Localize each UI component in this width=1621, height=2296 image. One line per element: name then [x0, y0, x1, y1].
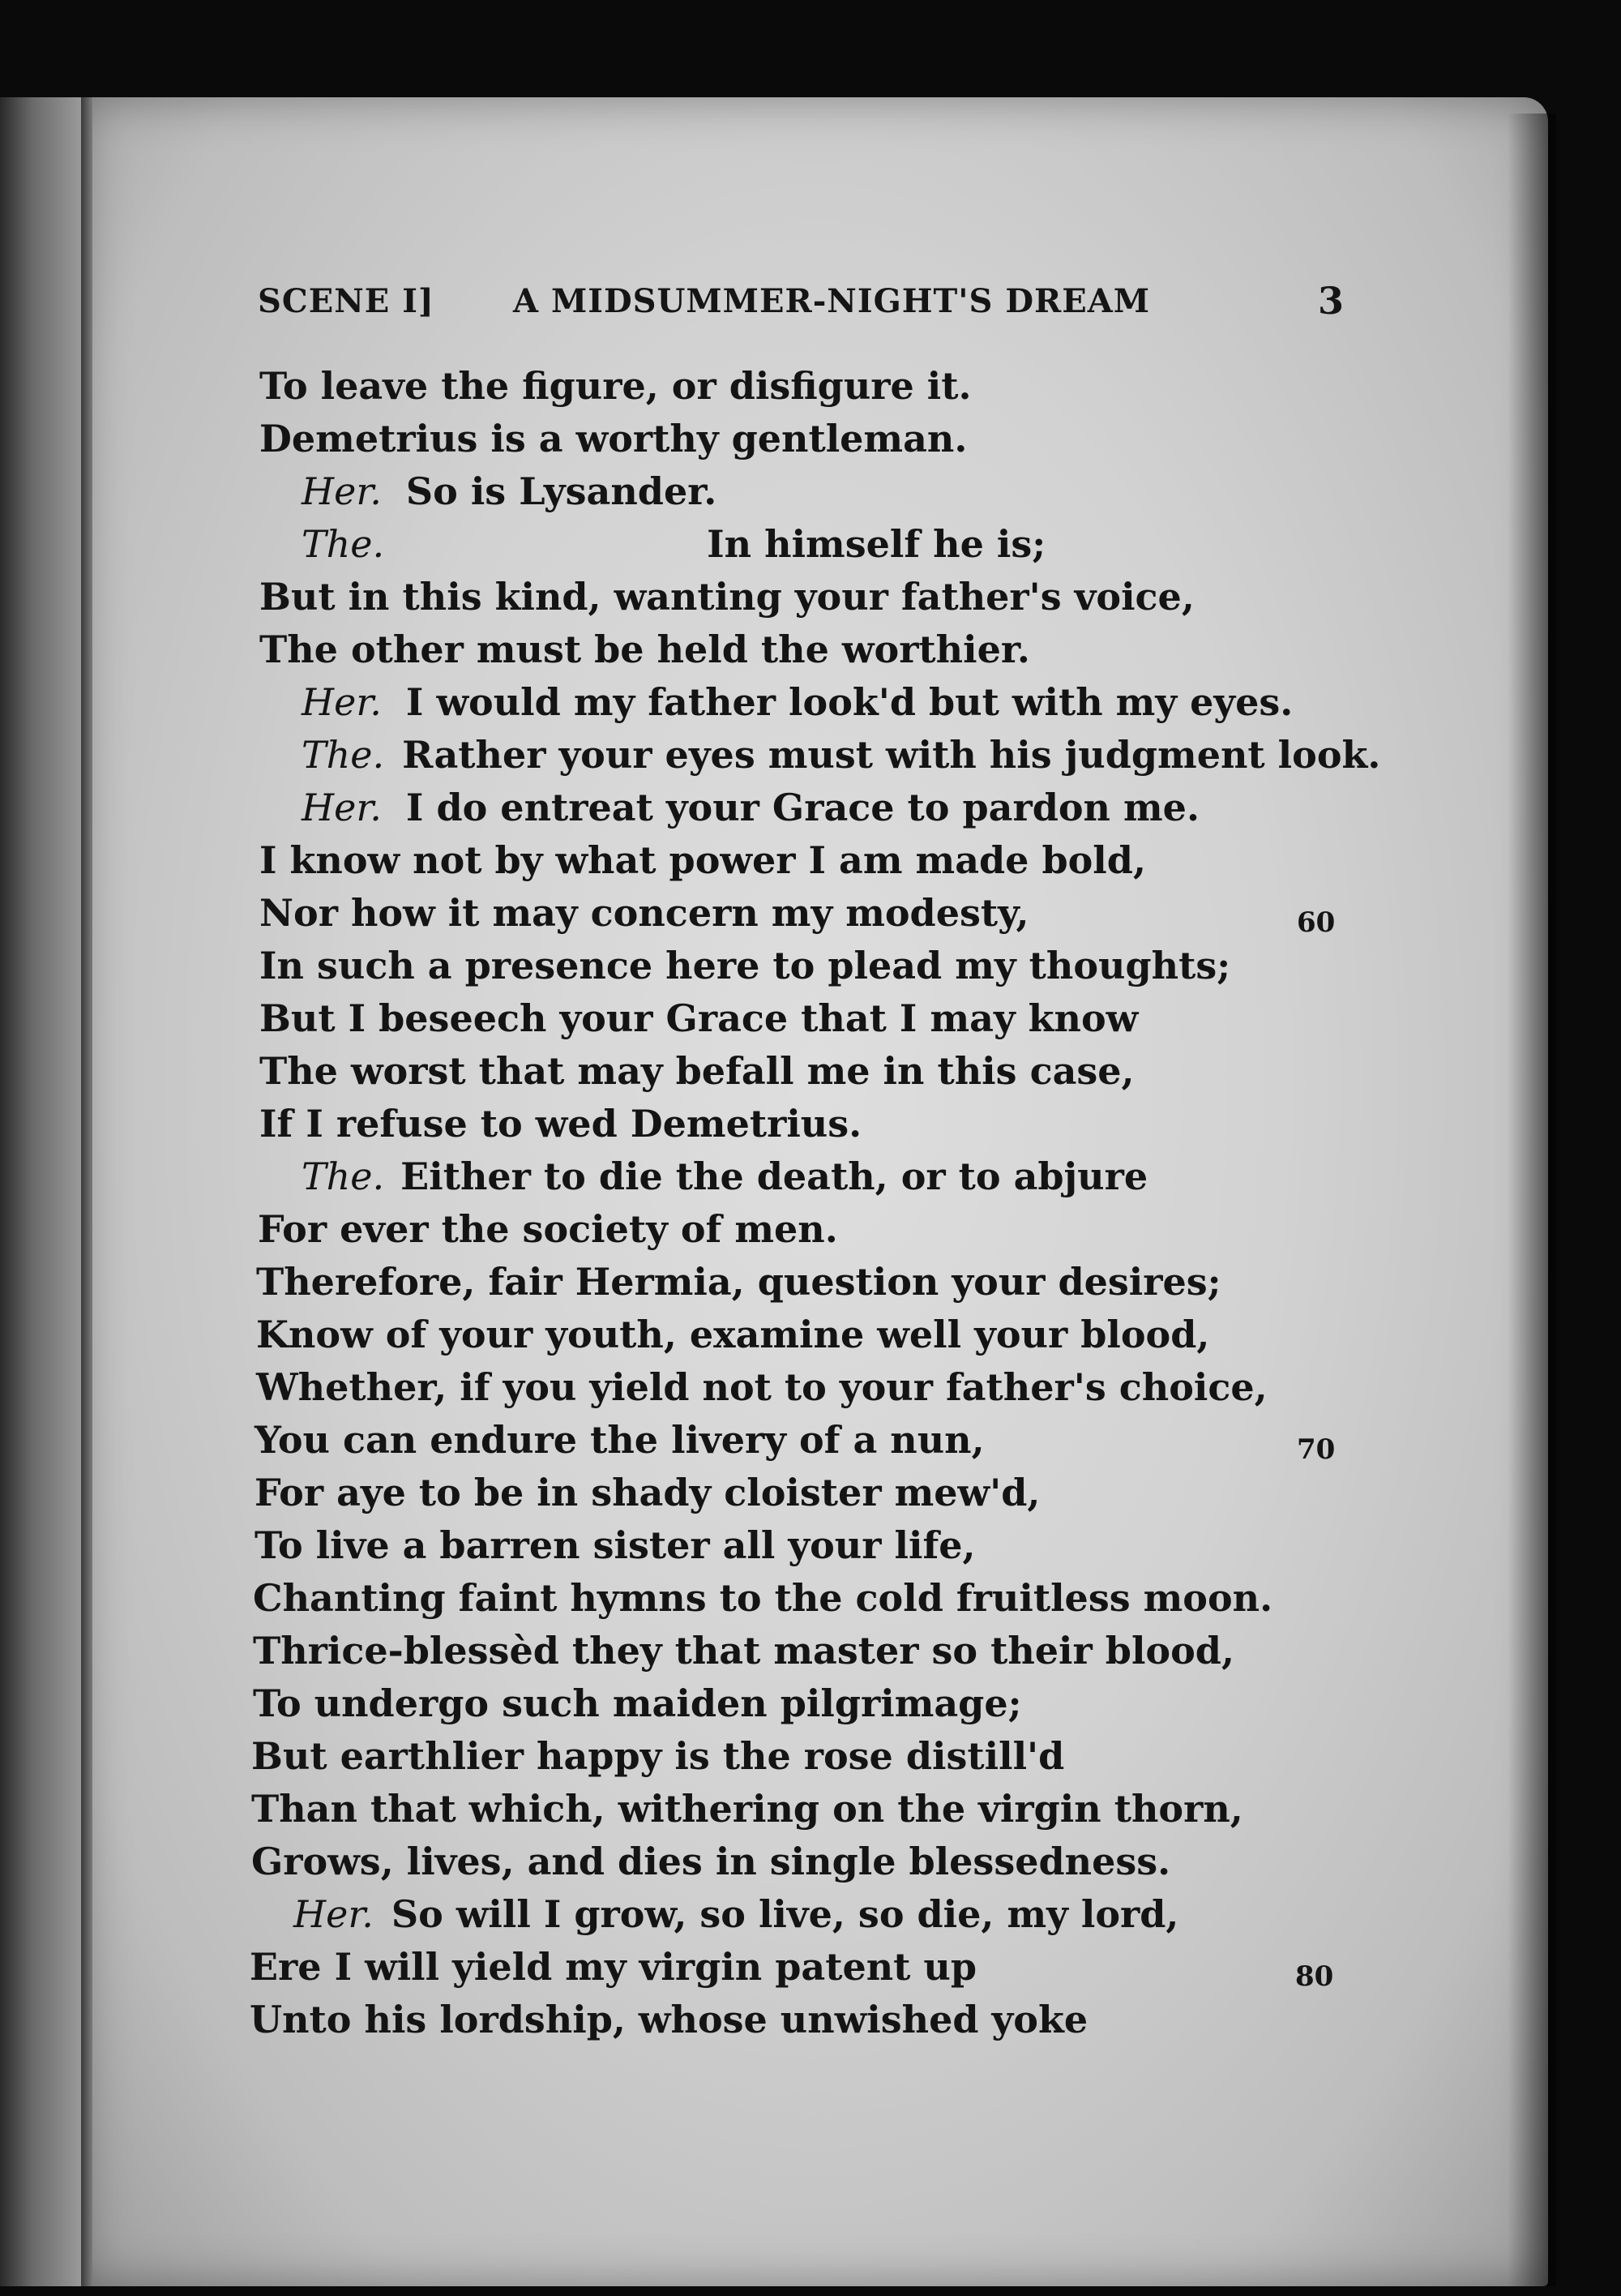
verse-text: The worst that may befall me in this case,	[259, 1049, 1135, 1093]
verse-line	[250, 1998, 1089, 2041]
verse-text: You can endure the livery of a nun,	[254, 1418, 985, 1462]
verse-text: I know not by what power I am made bold,	[259, 838, 1146, 882]
verse-text: Therefore, fair Hermia, question your desires;	[256, 1260, 1221, 1304]
verse-line	[253, 1681, 1022, 1725]
verse-line	[254, 1471, 1041, 1514]
verse-line	[251, 1787, 1243, 1831]
verse-text: In himself he is;	[707, 522, 1046, 566]
verse-line	[256, 1260, 1221, 1304]
verse-line	[259, 417, 968, 460]
verse-line	[251, 1840, 1171, 1883]
speaker-name: Her.	[302, 469, 382, 513]
verse-line	[259, 1049, 1135, 1093]
verse-line	[259, 364, 972, 408]
verse-line	[293, 1892, 1179, 1936]
verse-line	[302, 469, 717, 513]
verse-line	[259, 891, 1029, 935]
verse-text: Know of your youth, examine well your blood,	[256, 1313, 1210, 1356]
verse-line	[259, 838, 1146, 882]
verse-line	[302, 522, 1046, 566]
verse-text: Nor how it may concern my modesty,	[259, 891, 1029, 935]
speaker-name: The.	[302, 522, 385, 566]
verse-text: Chanting faint hymns to the cold fruitless moon.	[253, 1576, 1273, 1620]
verse-text: But I beseech your Grace that I may know	[259, 996, 1139, 1040]
verse-text: I do entreat your Grace to pardon me.	[405, 786, 1200, 829]
line-number: 80	[1295, 1960, 1334, 1993]
verse-line	[259, 575, 1195, 619]
verse-line	[258, 1207, 838, 1251]
verse-text: If I refuse to wed Demetrius.	[259, 1102, 862, 1146]
verse-text: Ere I will yield my virgin patent up	[250, 1945, 977, 1989]
speaker-name: Her.	[302, 680, 382, 724]
verse-text: To live a barren sister all your life,	[254, 1523, 976, 1567]
verse-text: So is Lysander.	[405, 469, 717, 513]
verse-text: For ever the society of men.	[258, 1207, 838, 1251]
speaker-name: Her.	[293, 1892, 374, 1936]
speaker-name: The.	[302, 1154, 385, 1198]
scene-label: SCENE I]	[258, 282, 434, 320]
verse-text: The other must be held the worthier.	[259, 628, 1030, 671]
verse-text: In such a presence here to plead my thoughts;	[259, 944, 1231, 987]
line-number: 60	[1297, 906, 1336, 939]
speaker-name: The.	[302, 733, 385, 777]
verse-text: Grows, lives, and dies in single blessedness.	[251, 1840, 1171, 1883]
verse-line	[302, 1154, 1148, 1198]
verse-line	[254, 1418, 985, 1462]
verse-line	[253, 1629, 1234, 1673]
verse-text: Than that which, withering on the virgin thorn,	[251, 1787, 1243, 1831]
play-title: A MIDSUMMER-NIGHT'S DREAM	[513, 282, 1151, 320]
verse-line	[259, 996, 1139, 1040]
verse-line	[302, 733, 1381, 777]
verse-line	[253, 1576, 1273, 1620]
verse-text: Unto his lordship, whose unwished yoke	[250, 1998, 1089, 2041]
verse-text: To undergo such maiden pilgrimage;	[253, 1681, 1022, 1725]
verse-text: So will I grow, so live, so die, my lord,	[391, 1892, 1179, 1936]
page-number: 3	[1317, 279, 1344, 323]
verse-text: But in this kind, wanting your father's voice,	[259, 575, 1195, 619]
verse-text: Thrice-blessèd they that master so their blood,	[253, 1629, 1234, 1673]
line-number: 70	[1297, 1433, 1336, 1466]
verse-text: I would my father look'd but with my eyes.	[405, 680, 1294, 724]
verse-text: Demetrius is a worthy gentleman.	[259, 417, 968, 460]
verse-text: For aye to be in shady cloister mew'd,	[254, 1471, 1041, 1514]
verse-line	[302, 680, 1294, 724]
verse-line	[302, 786, 1200, 829]
verse-text: Whether, if you yield not to your father's choice,	[256, 1365, 1268, 1409]
verse-line	[259, 628, 1030, 671]
verse-line	[259, 1102, 862, 1146]
verse-text: But earthlier happy is the rose distill'd	[251, 1734, 1065, 1778]
verse-text: Either to die the death, or to abjure	[400, 1154, 1148, 1198]
verse-line	[254, 1523, 976, 1567]
verse-text: To leave the figure, or disfigure it.	[259, 364, 972, 408]
verse-text: Rather your eyes must with his judgment look.	[402, 733, 1381, 777]
verse-line	[259, 944, 1231, 987]
speaker-name: Her.	[302, 786, 382, 829]
verse-line	[256, 1313, 1210, 1356]
verse-line	[256, 1365, 1268, 1409]
verse-line	[251, 1734, 1065, 1778]
verse-line	[250, 1945, 977, 1989]
